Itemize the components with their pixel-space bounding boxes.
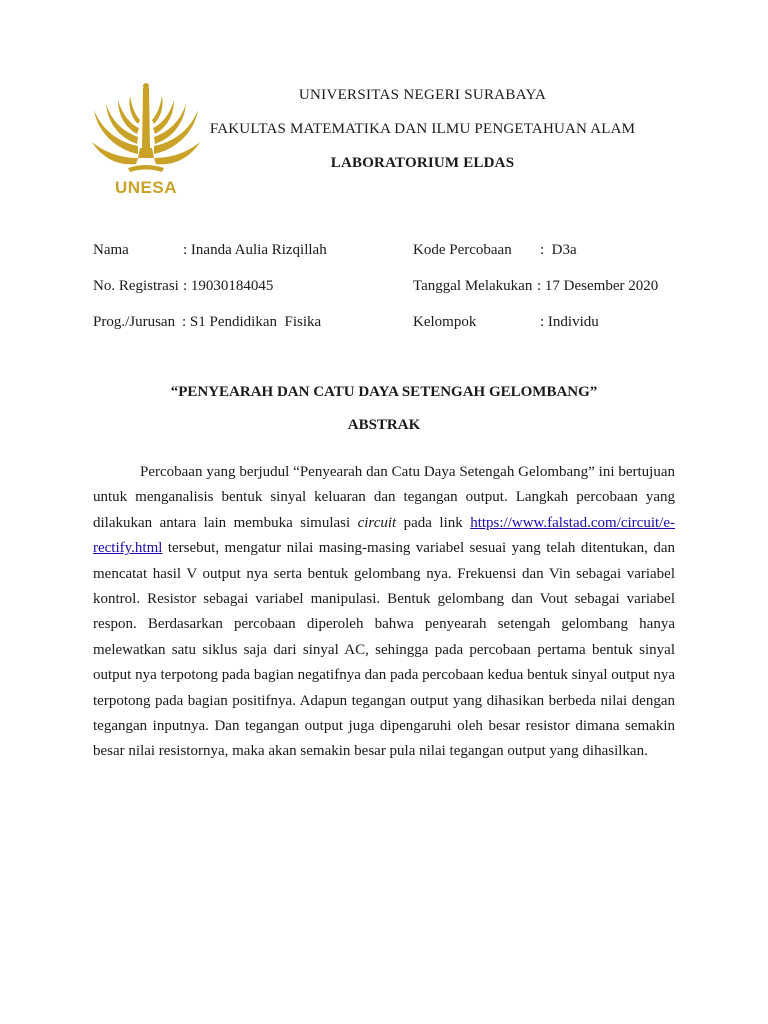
prodi-label: Prog./Jurusan	[93, 314, 176, 330]
nama-label: Nama	[93, 242, 129, 258]
logo-text: UNESA	[114, 178, 177, 197]
tanggal-value: : 17 Desember 2020	[537, 278, 659, 294]
abstract-italic-circuit: circuit	[357, 514, 397, 531]
falstad-link[interactable]: https://www.falstad.com/circuit/e-rectify.html	[93, 514, 675, 557]
nama-value: : Inanda Aulia Rizqillah	[183, 242, 327, 258]
kelompok-label: Kelompok	[413, 314, 477, 330]
document-title: “PENYEARAH DAN CATU DAYA SETENGAH GELOMBANG”	[170, 384, 598, 400]
abstract-text-2: pada link	[396, 514, 471, 531]
kode-label: Kode Percobaan	[413, 242, 512, 258]
registrasi-value: : 19030184045	[183, 278, 274, 294]
prodi-value: : S1 Pendidikan Fisika	[182, 314, 322, 330]
unesa-logo	[88, 82, 204, 200]
tanggal-label: Tanggal Melakukan	[413, 278, 533, 294]
kode-value: : D3a	[540, 242, 577, 258]
abstract-text-1: Percobaan yang berjudul “Penyearah dan Catu Daya Setengah Gelombang” ini bertujuan untuk menganalisis bentuk sinyal keluaran dan tegangan output. Langkah percobaan yang dilakukan antara lain membuka simulasi	[93, 464, 675, 531]
lab-name: LABORATORIUM ELDAS	[330, 155, 515, 171]
abstract-text-3: tersebut, mengatur nilai masing-masing variabel sesuai yang telah ditentukan, dan mencatat hasil V output nya serta bentuk gelombang nya. Frekuensi dan Vin sebagai variabel kontrol. Resistor sebagai variabel manipulasi. Bentuk gelombang dan Vout sebagai variabel respon. Berdasarkan percobaan diperoleh bahwa penyearah setengah gelombang hanya melewatkan satu siklus saja dari sinyal AC, sehingga pada percobaan pertama bentuk sinyal output nya terpotong pada bagian negatifnya dan pada percobaan kedua bentuk sinyal output nya terpotong pada bagian positifnya. Adapun tegangan output yang dihasikan berbeda nilai dengan tegangan inputnya. Dan tegangan output juga dipengaruhi oleh besar resistor dimana semakin besar nilai resistornya, maka akan semakin besar pula nilai tegangan output yang dihasilkan.	[93, 540, 675, 760]
faculty-name: FAKULTAS MATEMATIKA DAN ILMU PENGETAHUAN ALAM	[209, 121, 636, 137]
abstract-paragraph	[93, 460, 675, 765]
registrasi-label: No. Registrasi	[93, 278, 179, 294]
university-name: UNIVERSITAS NEGERI SURABAYA	[298, 87, 547, 103]
section-heading: ABSTRAK	[347, 417, 421, 433]
kelompok-value: : Individu	[540, 314, 599, 330]
